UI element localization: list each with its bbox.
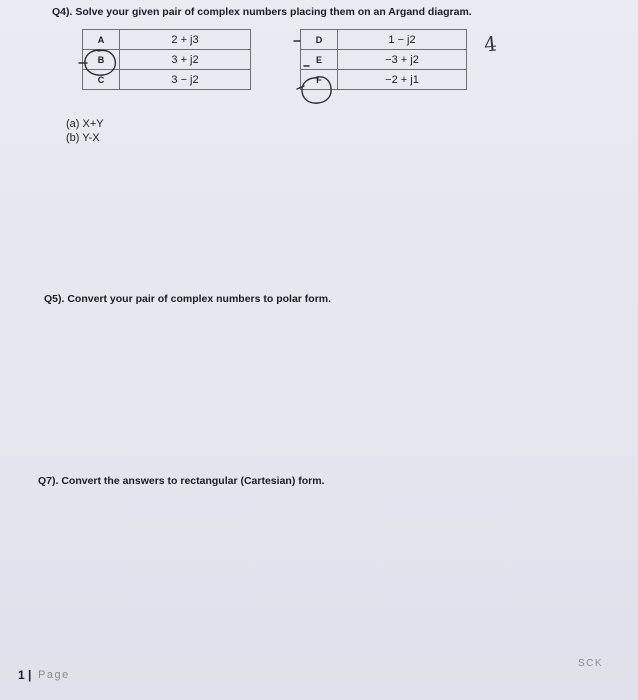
value-f: −2 + j1: [338, 70, 467, 90]
label-e: E: [301, 50, 338, 70]
circle-around-b: [85, 50, 116, 75]
page-number: 1 |: [18, 668, 32, 682]
q7-question: Q7). Convert the answers to rectangular (Cartesian) form.: [38, 475, 325, 487]
label-c: C: [83, 70, 120, 90]
page-number-value: 1: [18, 668, 25, 682]
value-a: 2 + j3: [120, 30, 251, 50]
q4-part-a: (a) X+Y: [66, 118, 104, 130]
author-initials: SCK: [578, 658, 604, 669]
label-b: B: [83, 50, 120, 70]
q4-question: Q4). Solve your given pair of complex numbers placing them on an Argand diagram.: [52, 6, 472, 18]
circle-around-f: [302, 77, 331, 103]
handwritten-mark: 4: [482, 31, 498, 57]
q5-question: Q5). Convert your pair of complex numbers to polar form.: [44, 293, 332, 305]
q4-part-b: (b) Y-X: [66, 132, 100, 144]
value-b: 3 + j2: [120, 50, 251, 70]
label-d: D: [301, 30, 338, 50]
page-word: Page: [38, 669, 70, 681]
value-d: 1 − j2: [338, 30, 467, 50]
value-c: 3 − j2: [120, 70, 251, 90]
label-a: A: [83, 30, 120, 50]
value-e: −3 + j2: [338, 50, 467, 70]
label-f: F: [301, 70, 338, 90]
